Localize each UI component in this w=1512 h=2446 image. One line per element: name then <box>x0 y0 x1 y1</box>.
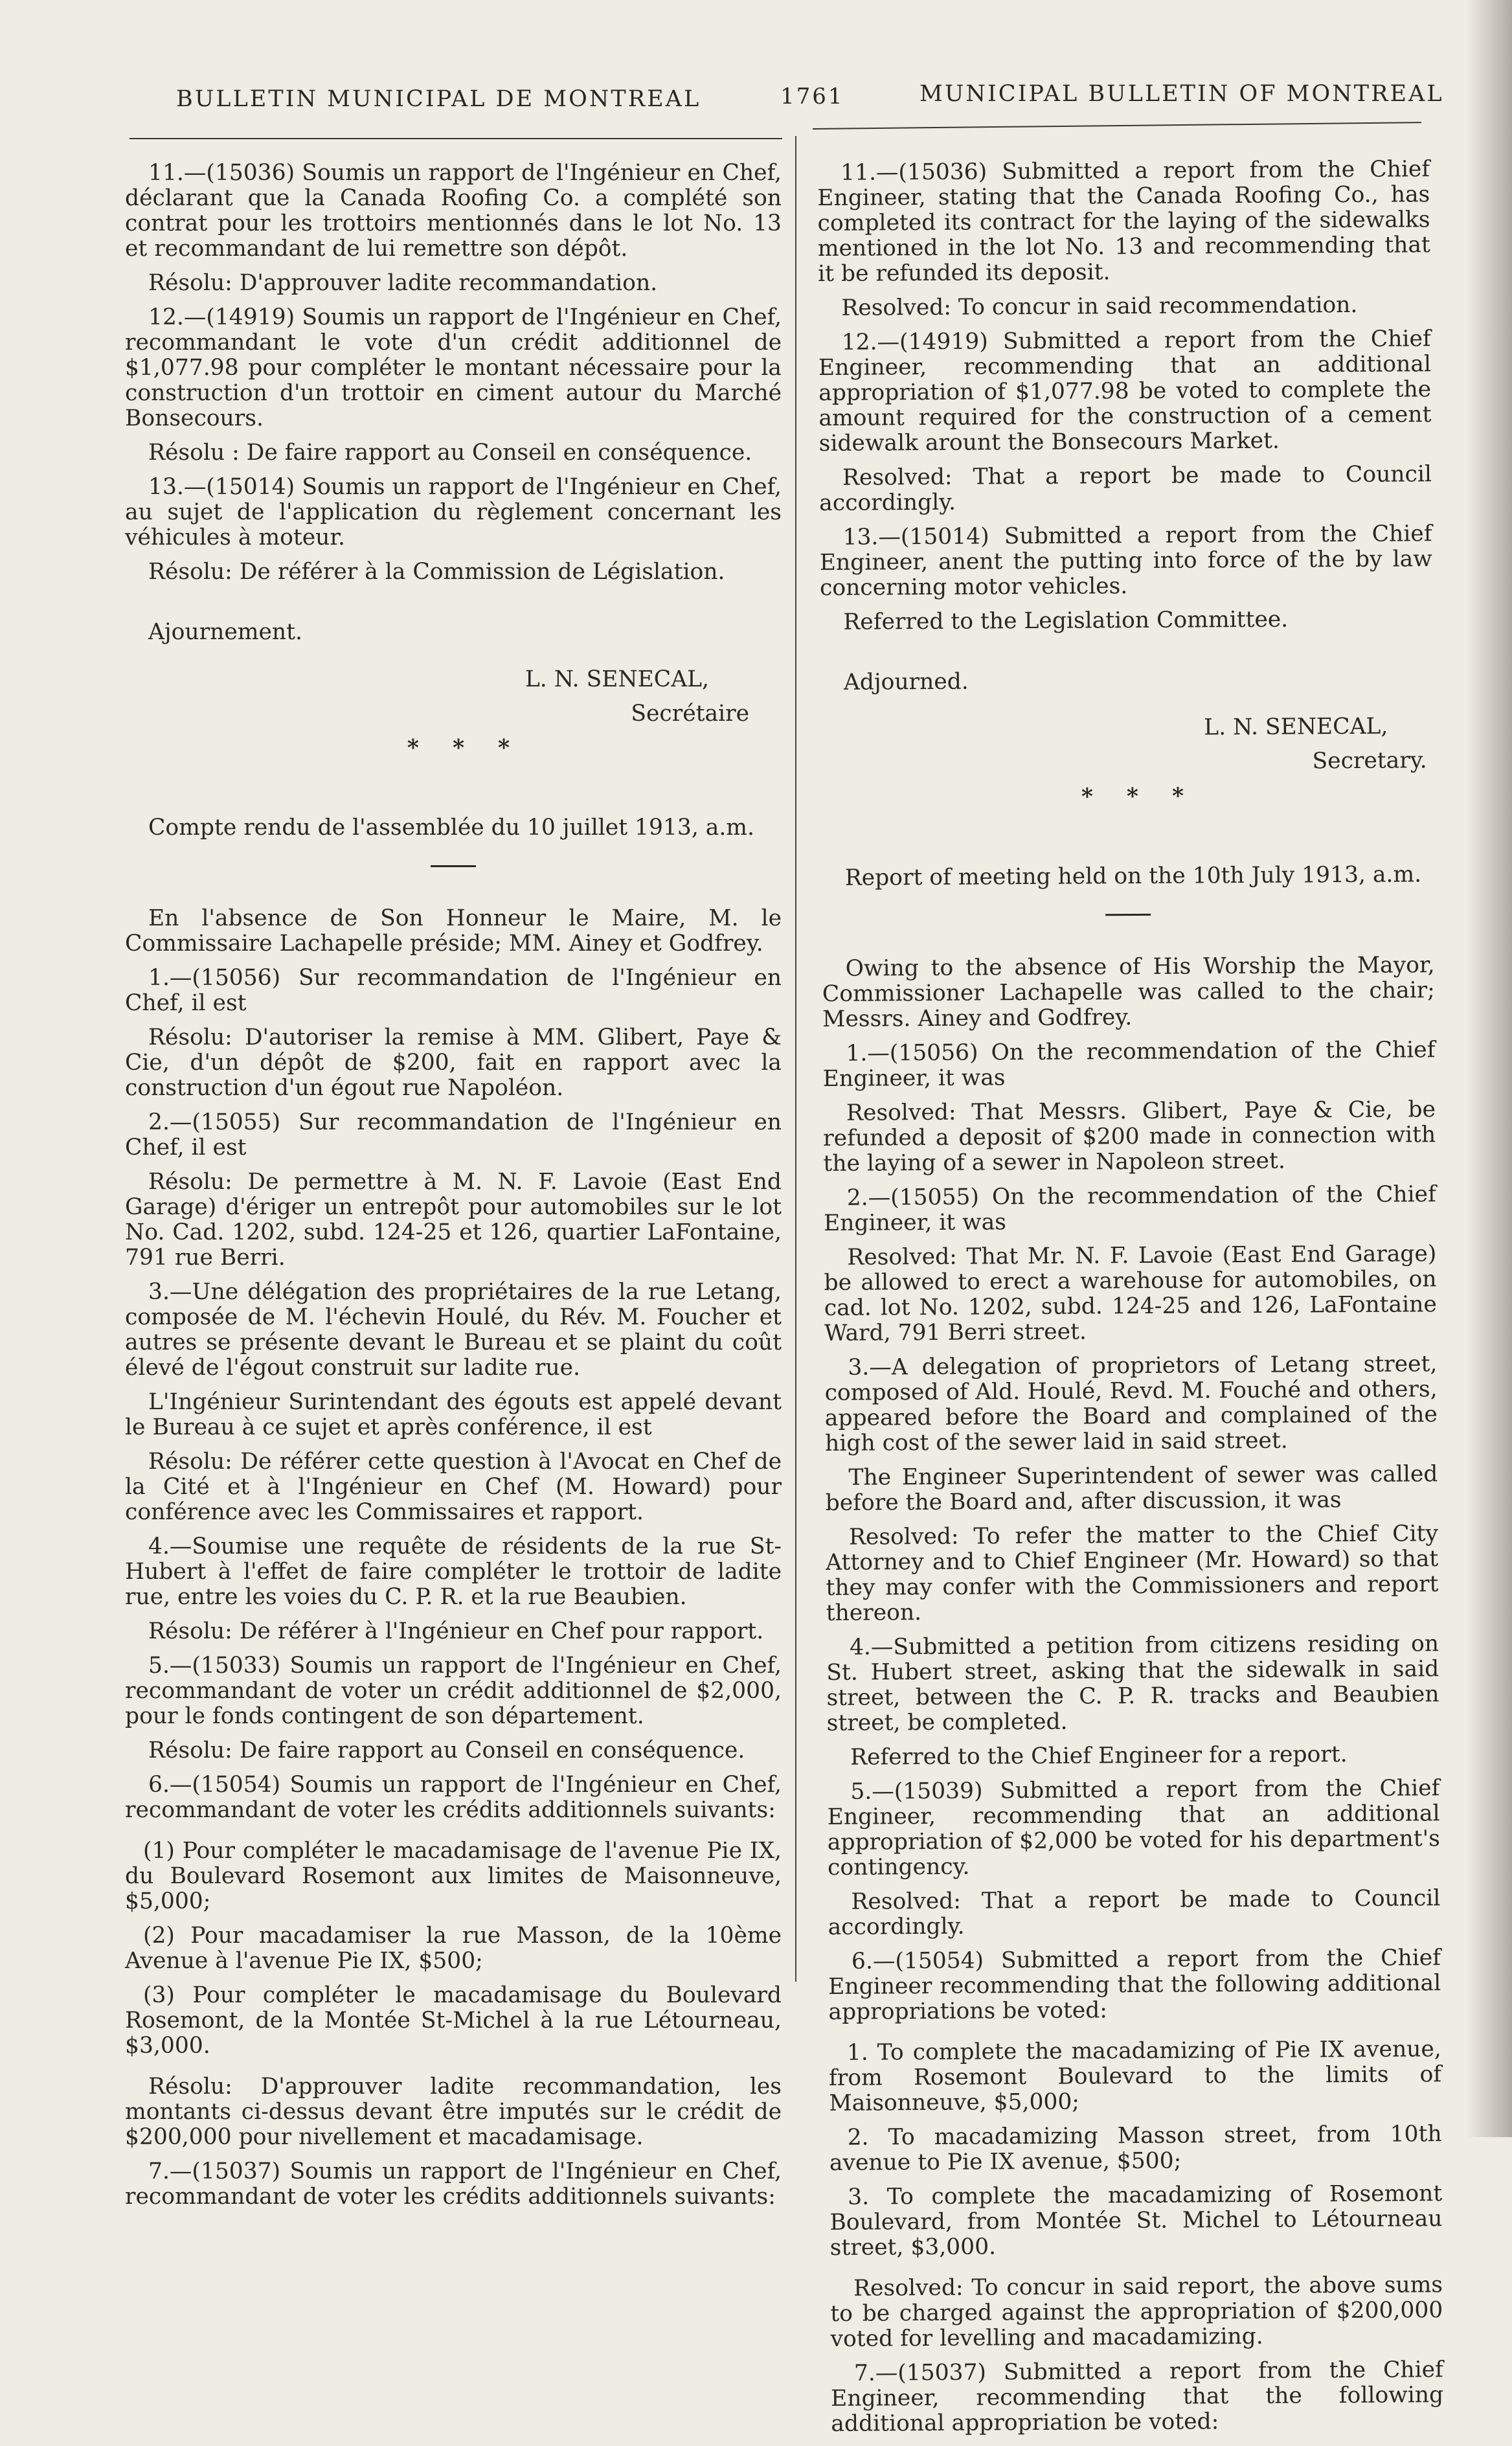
resolution: Résolu : De faire rapport au Conseil en conséquence. <box>148 440 752 466</box>
signature-title: Secrétaire <box>631 701 749 727</box>
item-6: 6.—(15054) Soumis un rapport de l'Ingénieur en Chef, recommandant de voter les crédits additionnels suivants: <box>125 1772 782 1823</box>
resolution: Resolved: To concur in said recommendation. <box>841 291 1358 321</box>
list-item: 3. To complete the macadamizing of Rosemont Boulevard, from Montée St. Michel to Létourneau street, $3,000. <box>829 2180 1443 2261</box>
section-separator: * * * <box>1081 783 1197 810</box>
item-12: 12.—(14919) Soumis un rapport de l'Ingénieur en Chef, recommandant le vote d'un crédit additionnel de $1,077.98 pour compléter le montant nécessaire pour la construction d'un trottoir en ciment autour du Marché Bonsecours. <box>125 304 782 431</box>
resolution: Résolu: De référer à la Commission de Législation. <box>148 559 725 585</box>
resolution: Resolved: To concur in said report, the above sums to be charged against the appropriation of $200,000 voted for levelling and macadamizing. <box>830 2272 1443 2352</box>
paragraph: L'Ingénieur Surintendant des égouts est appelé devant le Bureau à ce sujet et après conférence, il est <box>125 1389 782 1440</box>
paragraph: The Engineer Superintendent of sewer was called before the Board and, after discussion, it was <box>825 1461 1438 1516</box>
item-5: 5.—(15039) Submitted a report from the Chief Engineer, recommending that an additional appropriation of $2,000 be voted for his department's contingency. <box>827 1775 1440 1881</box>
header-english-title: MUNICIPAL BULLETIN OF MONTREAL <box>920 81 1444 107</box>
section-separator: * * * <box>407 735 523 761</box>
item-13: 13.—(15014) Soumis un rapport de l'Ingénieur en Chef, au sujet de l'application du règlement concernant les véhicules à moteur. <box>125 474 782 550</box>
list-item: 2. To macadamizing Masson street, from 10th avenue to Pie IX avenue, $500; <box>829 2121 1442 2176</box>
adjournment: Adjourned. <box>843 668 969 696</box>
resolution: Resolved: That a report be made to Council accordingly. <box>828 1885 1441 1940</box>
item-2: 2.—(15055) Sur recommandation de l'Ingénieur en Chef, il est <box>125 1109 782 1161</box>
resolution: Referred to the Legislation Committee. <box>843 606 1289 635</box>
item-11: 11.—(15036) Submitted a report from the Chief Engineer, stating that the Canada Roofing Co., has completed its contract for the laying of the sidewalks mentioned in the lot No. 13 and recommending that it be refunded its deposit. <box>817 156 1430 287</box>
list-item: (2) Pour macadamiser la rue Masson, de la 10ème Avenue à l'avenue Pie IX, $500; <box>125 1923 782 1974</box>
signature-name: L. N. SENECAL, <box>525 666 709 692</box>
resolution: Résolu: De référer à l'Ingénieur en Chef pour rapport. <box>148 1618 764 1644</box>
signature-name: L. N. SENECAL, <box>1204 713 1388 741</box>
item-7: 7.—(15037) Soumis un rapport de l'Ingénieur en Chef, recommandant de voter les crédits additionnels suivants: <box>125 2158 782 2210</box>
item-11: 11.—(15036) Soumis un rapport de l'Ingénieur en Chef, déclarant que la Canada Roofing Co. a complété son contrat pour les trottoirs mentionnés dans le lot No. 13 et recommandant de lui remettre son dépôt. <box>125 160 782 262</box>
title-rule <box>431 865 476 867</box>
meeting-title: Compte rendu de l'assemblée du 10 juillet 1913, a.m. <box>148 815 754 841</box>
item-1: 1.—(15056) On the recommendation of the Chief Engineer, it was <box>822 1037 1436 1092</box>
resolution: Résolu: D'approuver ladite recommandation. <box>148 270 658 296</box>
paragraph: En l'absence de Son Honneur le Maire, M. le Commissaire Lachapelle préside; MM. Ainey et Godfrey. <box>125 905 782 957</box>
column-divider <box>795 136 796 1982</box>
title-rule <box>1105 914 1151 916</box>
resolution: Resolved: To refer the matter to the Chief City Attorney and to Chief Engineer (Mr. Howard) so that they may confer with the Commissioners and report thereon. <box>826 1521 1439 1626</box>
french-column <box>125 161 782 2219</box>
resolution: Referred to the Chief Engineer for a report. <box>850 1741 1348 1771</box>
item-4: 4.—Soumise une requête de résidents de la rue St-Hubert à l'effet de faire compléter le trottoir de ladite rue, entre les voies du C. P. R. et la rue Beaubien. <box>125 1534 782 1610</box>
resolution: Resolved: That Mr. N. F. Lavoie (East End Garage) be allowed to erect a warehouse for automobiles, on cad. lot No. 1202, subd. 124-25 and 126, LaFontaine Ward, 791 Berri street. <box>824 1241 1437 1346</box>
page-edge-shadow <box>1467 0 1512 2137</box>
item-13: 13.—(15014) Submitted a report from the Chief Engineer, anent the putting into force of the by law concerning motor vehicles. <box>819 521 1432 601</box>
item-5: 5.—(15033) Soumis un rapport de l'Ingénieur en Chef, recommandant de voter un crédit additionnel de $2,000, pour le fonds contingent de son département. <box>125 1653 782 1729</box>
resolution: Résolu: De permettre à M. N. F. Lavoie (East End Garage) d'ériger un entrepôt pour automobiles sur le lot No. Cad. 1202, subd. 124-25 et 126, quartier LaFontaine, 791 rue Berri. <box>125 1169 782 1271</box>
resolution: Résolu: De faire rapport au Conseil en conséquence. <box>148 1738 745 1763</box>
item-7: 7.—(15037) Submitted a report from the Chief Engineer, recommending that the following additional appropriation be voted: <box>830 2357 1444 2437</box>
english-column <box>817 157 1444 2446</box>
resolution: Resolved: That a report be made to Council accordingly. <box>819 461 1432 516</box>
adjournment: Ajournement. <box>148 619 302 645</box>
paragraph: Owing to the absence of His Worship the Mayor, Commissioner Lachapelle was called to the chair; Messrs. Ainey and Godfrey. <box>822 952 1435 1032</box>
resolution: Résolu: D'approuver ladite recommandation, les montants ci-dessus devant être imputés sur le crédit de $200,000 pour nivellement et macadamisage. <box>125 2074 782 2150</box>
resolution: Résolu: D'autoriser la remise à MM. Glibert, Paye & Cie, d'un dépôt de $200, fait en rapport avec la construction d'un égout rue Napoléon. <box>125 1025 782 1101</box>
header-rule-left <box>130 138 782 139</box>
item-3: 3.—Une délégation des propriétaires de la rue Letang, composée de M. l'échevin Houlé, du Rév. M. Foucher et autres se présente devant le Bureau et se plaint du coût élevé de l'égout construit sur ladite rue. <box>125 1279 782 1381</box>
item-1: 1.—(15056) Sur recommandation de l'Ingénieur en Chef, il est <box>125 965 782 1016</box>
header-french-title: BULLETIN MUNICIPAL DE MONTREAL <box>176 86 701 112</box>
list-item: (3) Pour compléter le macadamisage du Boulevard Rosemont, de la Montée St-Michel à la rue Létourneau, $3,000. <box>125 1982 782 2059</box>
resolution: Résolu: De référer cette question à l'Avocat en Chef de la Cité et à l'Ingénieur en Chef (M. Howard) pour conférence avec les Commissaires et rapport. <box>125 1449 782 1525</box>
item-2: 2.—(15055) On the recommendation of the Chief Engineer, it was <box>823 1181 1436 1236</box>
resolution: Resolved: That Messrs. Glibert, Paye & Cie, be refunded a deposit of $200 made in connection with the laying of a sewer in Napoleon street. <box>823 1096 1436 1177</box>
list-item: 1. To complete the macadamizing of Pie IX avenue, from Rosemont Boulevard to the limits of Maisonneuve, $5,000; <box>828 2036 1442 2116</box>
item-3: 3.—A delegation of proprietors of Letang street, composed of Ald. Houlé, Revd. M. Fouché and others, appeared before the Board and complained of the high cost of the sewer laid in said street. <box>824 1351 1438 1456</box>
item-4: 4.—Submitted a petition from citizens residing on St. Hubert street, asking that the sidewalk in said street, between the C. P. R. tracks and Beaubien street, be completed. <box>826 1631 1439 1736</box>
signature-title: Secretary. <box>1312 747 1427 775</box>
header-rule-right <box>813 122 1421 130</box>
item-6: 6.—(15054) Submitted a report from the Chief Engineer recommending that the following additional appropriations be voted: <box>828 1945 1441 2025</box>
meeting-title: Report of meeting held on the 10th July 1913, a.m. <box>844 861 1422 891</box>
list-item: (1) Pour compléter le macadamisage de l'avenue Pie IX, du Boulevard Rosemont aux limites de Maisonneuve, $5,000; <box>125 1838 782 1914</box>
page-header <box>0 81 1512 120</box>
item-12: 12.—(14919) Submitted a report from the Chief Engineer, recommending that an additional appropriation of $1,077.98 be voted to complete the amount required for the construction of a cement sidewalk arount the Bonsecours Market. <box>818 326 1432 457</box>
page-number: 1761 <box>780 84 844 109</box>
